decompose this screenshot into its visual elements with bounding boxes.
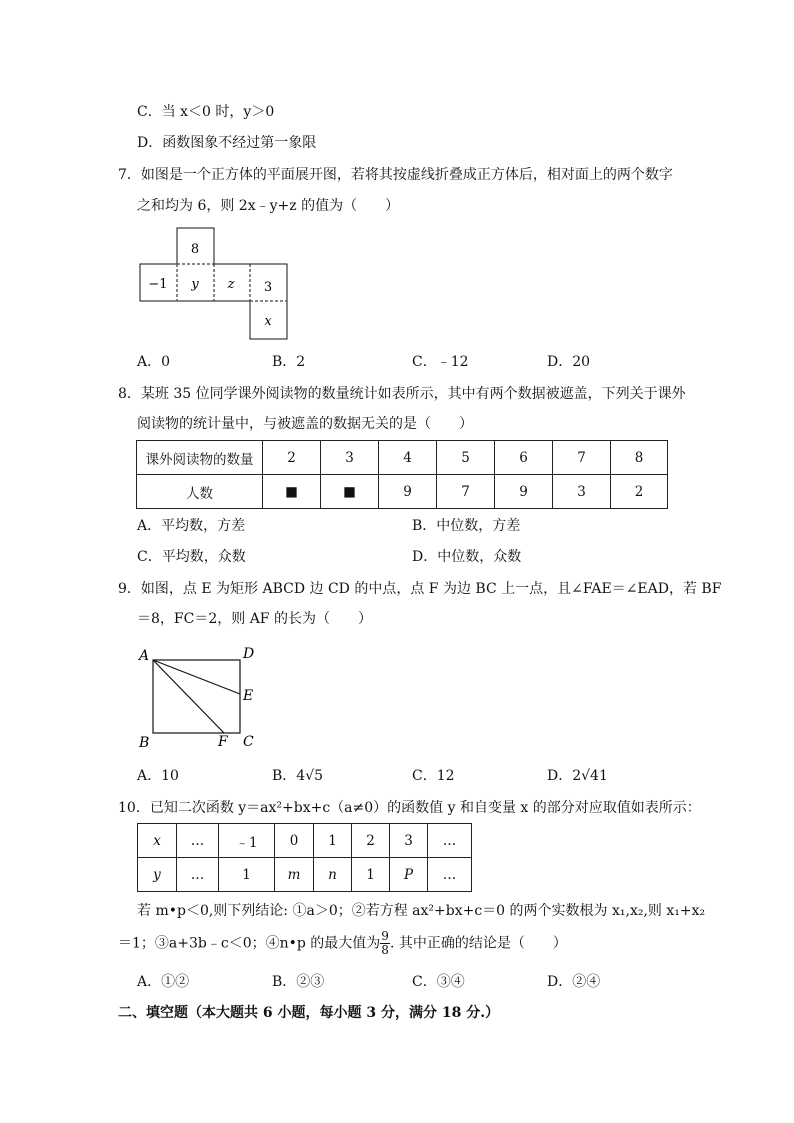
q8-stem-line2: 阅读物的统计量中，与被遮盖的数据无关的是（ ） <box>137 416 473 432</box>
q8-stem-line1: 8．某班 35 位同学课外阅读物的数量统计如表所示，其中有两个数据被遮盖，下列关于课外 <box>118 386 686 402</box>
q10-x-cell: x <box>138 824 177 858</box>
net-face-c3: z <box>227 277 235 292</box>
q10-y-cell: 1 <box>219 858 275 892</box>
point-label-d: D <box>243 646 255 662</box>
net-face-c2: y <box>191 277 199 292</box>
q8-count-cell-covered: ■ <box>263 475 321 509</box>
q10-fraction <box>380 930 390 957</box>
q10-cond-text-b: . 其中正确的结论是（ ） <box>389 935 567 952</box>
q10-option-c: C．③④ <box>412 974 465 990</box>
q10-x-cell: … <box>177 824 219 858</box>
net-face-bottom: x <box>264 314 272 329</box>
q10-y-cell: P <box>390 858 428 892</box>
q8-value-cell: 4 <box>379 441 437 475</box>
point-label-b: B <box>139 735 150 751</box>
q10-option-d: D．②④ <box>547 974 601 990</box>
q8-value-cell: 3 <box>321 441 379 475</box>
q7-stem-line1: 7．如图是一个正方体的平面展开图，若将其按虚线折叠成正方体后，相对面上的两个数字 <box>118 167 673 183</box>
q8-value-cell: 5 <box>437 441 495 475</box>
q10-option-b: B．②③ <box>272 974 325 990</box>
q8-count-cell: 2 <box>611 475 668 509</box>
q10-y-cell: 1 <box>352 858 390 892</box>
q6-option-c: C．当 x＜0 时，y＞0 <box>137 104 275 120</box>
q8-value-cell: 6 <box>495 441 553 475</box>
q10-y-cell: … <box>428 858 472 892</box>
net-face-c1: −1 <box>148 277 168 292</box>
q10-conditions-line2 <box>118 930 567 957</box>
q9-stem-line2: ＝8，FC＝2，则 AF 的长为（ ） <box>137 611 372 627</box>
q7-stem-line2: 之和均为 6，则 2x﹣y+z 的值为（ ） <box>137 198 400 214</box>
q8-row2-label: 人数 <box>137 475 263 509</box>
q9-option-b: B．4√5 <box>272 768 324 784</box>
net-face-c4: 3 <box>263 280 273 295</box>
q10-fraction-den: 8 <box>381 943 389 957</box>
q9-stem-line1: 9．如图，点 E 为矩形 ABCD 边 CD 的中点，点 F 为边 BC 上一点，且∠FAE＝∠EAD，若 BF <box>118 581 722 597</box>
q6-option-d: D．函数图象不经过第一象限 <box>137 135 317 151</box>
q8-option-b: B．中位数，方差 <box>412 518 521 534</box>
q8-option-a: A．平均数，方差 <box>137 518 246 534</box>
q9-option-a: A．10 <box>137 768 179 784</box>
q8-count-cell: 3 <box>553 475 611 509</box>
q7-option-c: C．﹣12 <box>412 354 469 370</box>
q10-x-cell: 3 <box>390 824 428 858</box>
point-label-f: F <box>218 734 228 750</box>
q10-y-cell: … <box>177 858 219 892</box>
q7-option-a: A．0 <box>137 354 171 370</box>
q10-value-table <box>137 823 472 892</box>
q10-y-cell: n <box>314 858 352 892</box>
q10-y-cell: m <box>275 858 314 892</box>
q8-count-cell: 9 <box>379 475 437 509</box>
q10-option-a: A．①② <box>137 974 190 990</box>
q10-x-cell: 2 <box>352 824 390 858</box>
q7-option-d: D．20 <box>547 354 591 370</box>
q10-x-cell: 0 <box>275 824 314 858</box>
q8-count-cell: 7 <box>437 475 495 509</box>
q9-option-c: C．12 <box>412 768 455 784</box>
q8-option-c: C．平均数，众数 <box>137 549 246 565</box>
point-label-c: C <box>243 734 254 750</box>
q10-stem: 10．已知二次函数 y＝ax²+bx+c（a≠0）的函数值 y 和自变量 x 的部分对应取值如表所示： <box>118 800 701 816</box>
q10-x-cell: 1 <box>314 824 352 858</box>
q7-option-b: B．2 <box>272 354 306 370</box>
q8-value-cell: 2 <box>263 441 321 475</box>
q10-x-cell: … <box>428 824 472 858</box>
q10-y-cell: y <box>138 858 177 892</box>
q8-count-cell-covered: ■ <box>321 475 379 509</box>
q10-x-cell: ﹣1 <box>219 824 275 858</box>
q8-row1-label: 课外阅读物的数量 <box>137 441 263 475</box>
q8-value-cell: 8 <box>611 441 668 475</box>
q10-cond-text-a: ＝1；③a+3b﹣c＜0；④n•p 的最大值为 <box>118 935 381 952</box>
q10-conditions-line1: 若 m•p＜0,则下列结论: ①a＞0；②若方程 ax²+bx+c＝0 的两个实数根为 x₁,x₂,则 x₁+x₂ <box>137 903 706 919</box>
q10-fraction-num: 9 <box>381 929 389 943</box>
point-label-e: E <box>243 688 254 704</box>
q8-option-d: D．中位数，众数 <box>412 549 522 565</box>
section2-heading: 二、填空题（本大题共 6 小题，每小题 3 分，满分 18 分.） <box>118 1005 500 1021</box>
net-face-top: 8 <box>190 242 200 257</box>
q9-option-d: D．2√41 <box>547 768 608 784</box>
point-label-a: A <box>139 648 150 664</box>
q8-count-cell: 9 <box>495 475 553 509</box>
q8-value-cell: 7 <box>553 441 611 475</box>
